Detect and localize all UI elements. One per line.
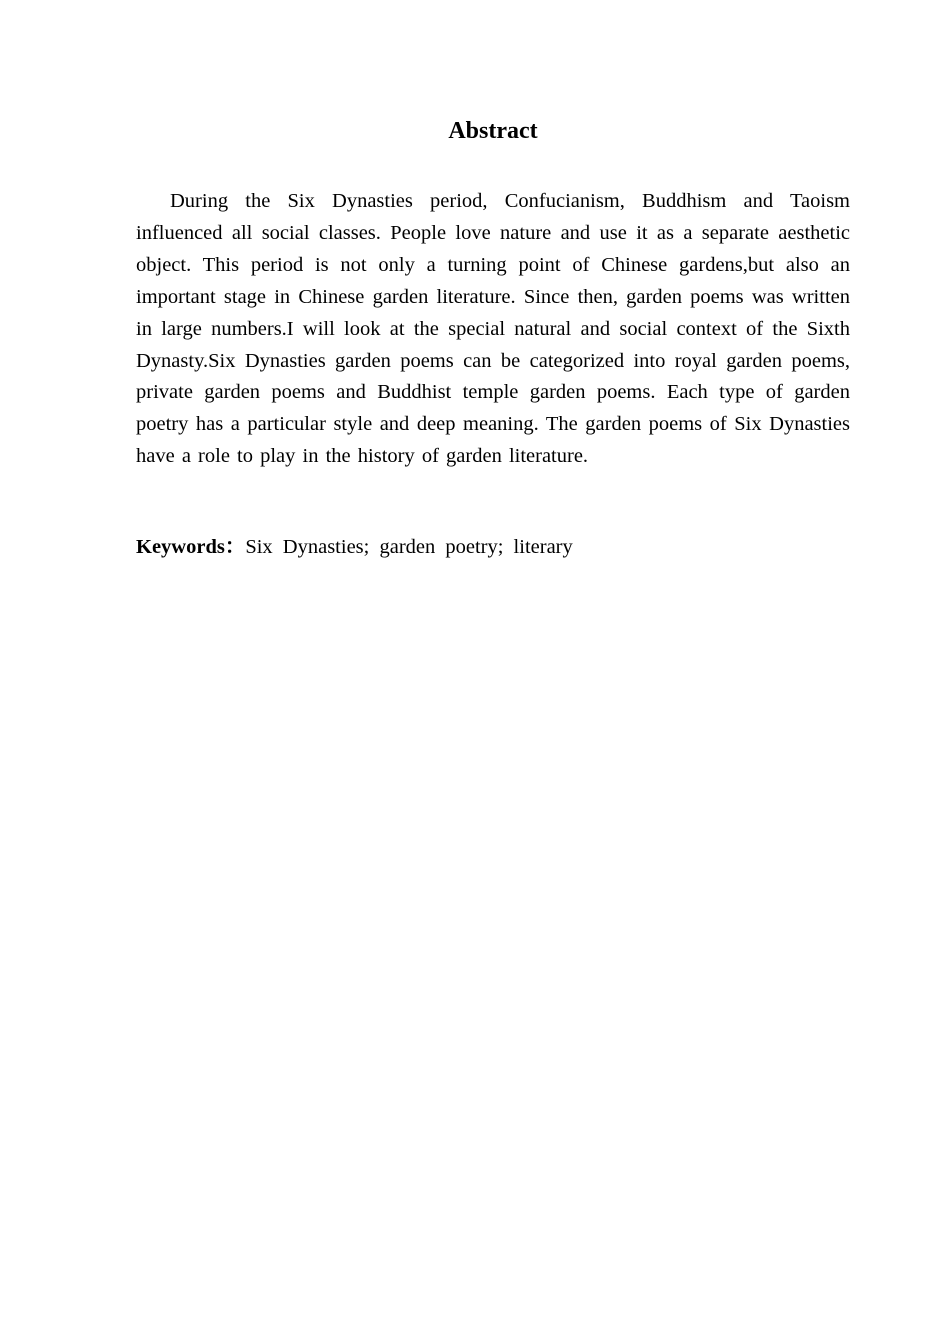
abstract-body: During the Six Dynasties period, Confucianism, Buddhism and Taoism influenced all social classes. People love nature and use it as a separate aesthetic object. This period is not only a turning point of Chinese gardens,but also an important stage in Chinese garden literature. Since then, garden poems was written in large numbers.I will look at the special natural and social context of the Sixth Dynasty.Six Dynasties garden poems can be categorized into royal garden poems, private garden poems and Buddhist temple garden poems. Each type of garden poetry has a particular style and deep meaning. The garden poems of Six Dynasties have a role to play in the history of garden literature. (136, 190, 850, 468)
abstract-title-text: Abstract (448, 118, 538, 144)
keywords-value: Six Dynasties; garden poetry; literary (245, 536, 573, 558)
keywords-line (136, 532, 850, 562)
keywords-label: Keywords： (136, 536, 246, 558)
abstract-title (136, 116, 850, 146)
